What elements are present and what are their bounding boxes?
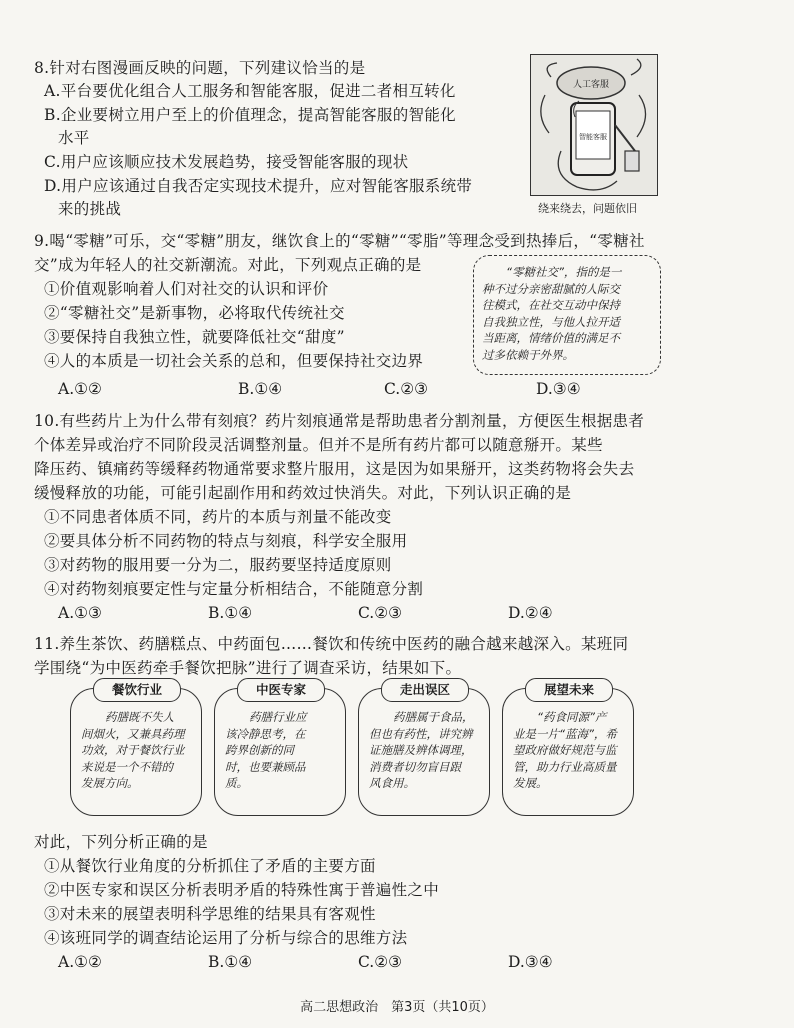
q9-def-line: 往模式，在社交互动中保持: [482, 298, 620, 312]
q11-card-body: [513, 709, 625, 792]
q10-line-1: 10.有些药片上为什么带有刻痕？药片刻痕通常是帮助患者分割剂量，方便医生根据患者: [34, 412, 645, 430]
q11-card-line: 跨界创新的同: [225, 743, 294, 757]
q9-def-line: “零糖社交”，指的是一: [506, 265, 622, 279]
q9-answer-a: A.①②: [58, 380, 102, 398]
cartoon-image: [530, 54, 658, 196]
cartoon-phone-text: 智能客服: [579, 133, 607, 141]
cartoon-bubble-text: 人工客服: [572, 80, 610, 90]
q8-option-b-cont: 水平: [58, 129, 90, 147]
q11-stem-line-2: 学围绕“为中医药牵手餐饮把脉”进行了调查采访，结果如下。: [34, 659, 462, 677]
q11-card-body: [81, 709, 193, 792]
q11-card-tag: 餐饮行业: [93, 678, 181, 702]
q11-answer-a: A.①②: [58, 953, 102, 971]
q11-answer-d: D.③④: [508, 953, 553, 971]
q10-answer-a: A.①③: [58, 604, 102, 622]
q9-def-line: 过多依赖于外界。: [482, 347, 574, 362]
q11-card-catering: [70, 682, 202, 816]
q11-card-body: [225, 709, 337, 792]
q9-stem-line-1: 9.喝“零糖”可乐，交“零糖”朋友，继饮食上的“零糖”“零脂”等理念受到热捧后，“零糖社: [34, 232, 645, 250]
q11-card-line: 药膳既不失人: [105, 710, 174, 724]
q11-card-line: 发展方向。: [81, 776, 139, 790]
q11-card-tcm-expert: [214, 682, 346, 816]
q11-card-line: 间烟火，又兼具药理: [81, 726, 185, 741]
q8-option-d-cont: 来的挑战: [58, 200, 122, 218]
q9-answer-b: B.①④: [238, 380, 283, 398]
q9-statement-3: ③要保持自我独立性，就要降低社交“甜度”: [44, 328, 345, 346]
q11-answer-c: C.②③: [358, 953, 403, 971]
cartoon-drawing: [531, 55, 657, 195]
q11-card-line: 发展。: [513, 776, 548, 790]
q10-answer-b: B.①④: [208, 604, 253, 622]
q11-card-line: 质。: [225, 776, 248, 790]
q10-line-3: 降压药、镇痛药等缓释药物通常要求整片服用，这是因为如果掰开，这类药物将会失去: [34, 460, 635, 478]
q11-card-line: 望政府做好规范与监: [513, 743, 617, 757]
q9-def-line: 种不过分亲密甜腻的人际交: [482, 281, 620, 296]
q9-answer-d: D.③④: [536, 380, 581, 398]
q11-card-line: 风食用。: [369, 776, 415, 790]
q11-card-line: 管，助力行业高质量: [513, 759, 617, 774]
q11-card-line: 该冷静思考，在: [225, 726, 306, 741]
q11-card-line: 业是一片“蓝海”，希: [513, 726, 617, 741]
q11-card-line: 但也有药性，讲究辨: [369, 726, 473, 741]
q8-option-c: C.用户应该顺应技术发展趋势，接受智能客服的现状: [44, 153, 409, 171]
q11-stem-line-1: 11.养生茶饮、药膳糕点、中药面包……餐饮和传统中医药的融合越来越深入。某班同: [34, 635, 629, 653]
q8-option-d: D.用户应该通过自我否定实现技术提升，应对智能客服系统带: [44, 177, 473, 195]
q11-card-line: 证施膳及辨体调理，: [369, 743, 473, 757]
q9-def-line: 自我独立性，与他人拉开适: [482, 314, 620, 329]
q11-card-misconceptions: [358, 682, 490, 816]
q11-card-outlook: [502, 682, 634, 816]
q11-card-line: 消费者切勿盲目跟: [369, 759, 461, 774]
q11-card-line: “药食同源”产: [537, 710, 607, 724]
q11-statement-1: ①从餐饮行业角度的分析抓住了矛盾的主要方面: [44, 857, 376, 875]
q9-statement-4: ④人的本质是一切社会关系的总和，但要保持社交边界: [44, 352, 424, 370]
q11-statement-3: ③对未来的展望表明科学思维的结果具有客观性: [44, 905, 376, 923]
q9-stem-line-2: 交”成为年轻人的社交新潮流。对此，下列观点正确的是: [34, 256, 422, 274]
q10-statement-4: ④对药物刻痕要定性与定量分析相结合，不能随意分割: [44, 580, 424, 598]
q8-stem: 8.针对右图漫画反映的问题，下列建议恰当的是: [34, 59, 366, 77]
page-footer: 高二思想政治 第3页（共10页）: [300, 1000, 494, 1015]
q11-card-tag: 走出误区: [381, 678, 469, 702]
q8-option-b: B.企业要树立用户至上的价值理念，提高智能客服的智能化: [44, 106, 456, 124]
q11-statement-4: ④该班同学的调查结论运用了分析与综合的思维方法: [44, 929, 408, 947]
q10-statement-2: ②要具体分析不同药物的特点与刻痕，科学安全服用: [44, 532, 408, 550]
q10-line-2: 个体差异或治疗不同阶段灵活调整剂量。但并不是所有药片都可以随意掰开。某些: [34, 436, 603, 454]
q11-answer-b: B.①④: [208, 953, 253, 971]
q11-card-tag: 展望未来: [525, 678, 613, 702]
q9-definition-box: [473, 255, 661, 375]
q10-answer-c: C.②③: [358, 604, 403, 622]
q10-line-4: 缓慢释放的功能，可能引起副作用和药效过快消失。对此，下列认识正确的是: [34, 484, 572, 502]
q8-option-a: A.平台要优化组合人工服务和智能客服，促进二者相互转化: [44, 82, 456, 100]
q11-card-tag: 中医专家: [237, 678, 325, 702]
q11-card-line: 功效，对于餐饮行业: [81, 743, 185, 757]
q9-def-line: 当距离，情绪价值的满足不: [482, 331, 620, 345]
q11-card-line: 药膳行业应: [249, 710, 307, 724]
q11-statement-2: ②中医专家和误区分析表明矛盾的特殊性寓于普遍性之中: [44, 881, 440, 899]
q11-card-line: 时，也要兼顾品: [225, 759, 306, 774]
q9-answer-c: C.②③: [384, 380, 429, 398]
q11-card-line: 药膳属于食品，: [393, 710, 474, 724]
q11-prompt: 对此，下列分析正确的是: [34, 833, 208, 851]
q10-answer-d: D.②④: [508, 604, 553, 622]
q11-card-body: [369, 709, 481, 792]
q10-statement-1: ①不同患者体质不同，药片的本质与剂量不能改变: [44, 508, 392, 526]
q11-card-line: 来说是一个不错的: [81, 759, 173, 774]
q9-statement-2: ②“零糖社交”是新事物，必将取代传统社交: [44, 304, 345, 322]
q10-statement-3: ③对药物的服用要一分为二，服药要坚持适度原则: [44, 556, 392, 574]
cartoon-caption: 绕来绕去，问题依旧: [538, 202, 637, 215]
q9-statement-1: ①价值观影响着人们对社交的认识和评价: [44, 280, 329, 298]
